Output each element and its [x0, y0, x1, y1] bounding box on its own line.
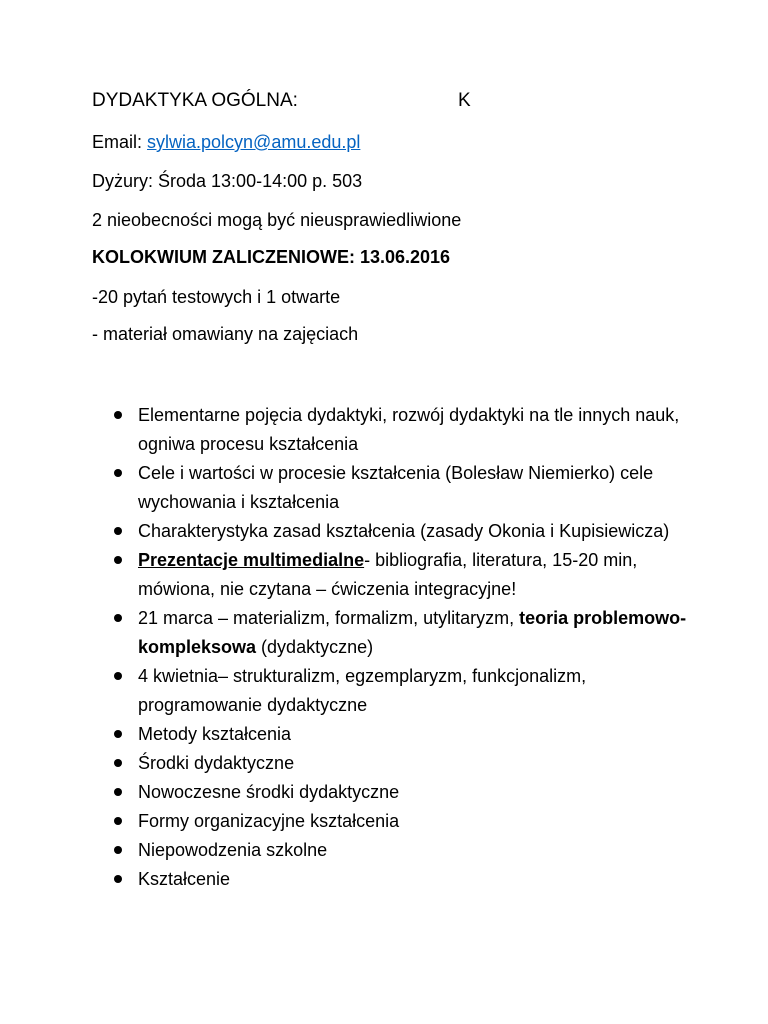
absence-note: 2 nieobecności mogą być nieusprawiedliwione: [92, 210, 462, 230]
email-line: [92, 131, 360, 153]
page-title: [92, 90, 298, 112]
list-item: [112, 749, 712, 778]
bullet-icon: [114, 788, 122, 796]
course-title: DYDAKTYKA OGÓLNA:: [92, 90, 298, 111]
topic-emphasis: Prezentacje multimedialne: [138, 550, 365, 570]
topic-text: Nowoczesne środki dydaktyczne: [138, 782, 400, 802]
duty-hours: Dyżury: Środa 13:00-14:00 p. 503: [92, 171, 363, 191]
list-item: [112, 546, 712, 604]
topic-text: - bibliografia, literatura, 15-20 min, mówiona, nie czytana – ćwiczenia integracyjne!: [138, 550, 638, 599]
list-item: [112, 807, 712, 836]
exam-heading: KOLOKWIUM ZALICZENIOWE: 13.06.2016: [92, 247, 451, 267]
topic-text: Kształcenie: [138, 869, 231, 889]
topic-text: Cele i wartości w procesie kształcenia (Bolesław Niemierko) cele wychowania i kształcenia: [138, 463, 654, 512]
topic-text: Elementarne pojęcia dydaktyki, rozwój dydaktyki na tle innych nauk, ogniwa procesu kształcenia: [138, 405, 680, 454]
bullet-icon: [114, 411, 122, 419]
topic-text: Formy organizacyjne kształcenia: [138, 811, 400, 831]
bullet-icon: [114, 527, 122, 535]
exam-format: -20 pytań testowych i 1 otwarte: [92, 287, 341, 307]
topic-emphasis: teoria problemowo-kompleksowa: [138, 608, 687, 657]
bullet-icon: [114, 875, 122, 883]
email-link[interactable]: sylwia.polcyn@amu.edu.pl: [147, 132, 361, 152]
topic-text: 21 marca – materializm, formalizm, utylitaryzm,: [138, 608, 520, 628]
topic-text: 4 kwietnia– strukturalizm, egzemplaryzm, funkcjonalizm, programowanie dydaktyczne: [138, 666, 587, 715]
bullet-icon: [114, 469, 122, 477]
list-item: [112, 720, 712, 749]
list-item: [112, 865, 712, 894]
bullet-icon: [114, 672, 122, 680]
list-item: [112, 836, 712, 865]
topic-text: Charakterystyka zasad kształcenia (zasady Okonia i Kupisiewicza): [138, 521, 670, 541]
topic-text: Niepowodzenia szkolne: [138, 840, 328, 860]
list-item: [112, 604, 712, 662]
topic-text: Środki dydaktyczne: [138, 753, 295, 773]
topic-tail: (dydaktyczne): [256, 637, 374, 657]
list-item: [112, 778, 712, 807]
topic-text: Metody kształcenia: [138, 724, 292, 744]
bullet-icon: [114, 614, 122, 622]
bullet-icon: [114, 759, 122, 767]
email-label: Email:: [92, 132, 148, 152]
list-item: [112, 459, 712, 517]
bullet-icon: [114, 556, 122, 564]
exam-material: - materiał omawiany na zajęciach: [92, 324, 359, 344]
bullet-icon: [114, 817, 122, 825]
list-item: [112, 401, 712, 459]
group-letter: K: [458, 90, 471, 111]
topic-list: [112, 401, 712, 894]
list-item: [112, 662, 712, 720]
bullet-icon: [114, 730, 122, 738]
list-item: [112, 517, 712, 546]
bullet-icon: [114, 846, 122, 854]
